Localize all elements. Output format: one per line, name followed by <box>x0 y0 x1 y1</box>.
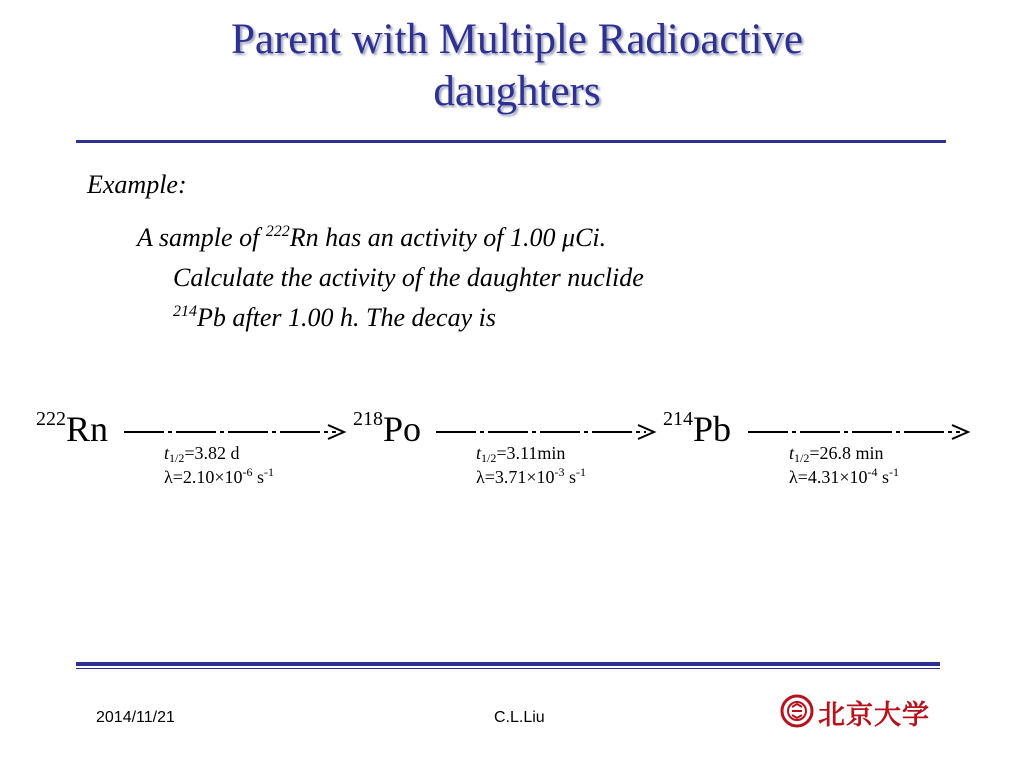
half-subscript: 1/2 <box>481 451 497 465</box>
nuclide-symbol: Rn <box>66 409 109 449</box>
lambda-value: λ=3.71×10 <box>476 467 555 487</box>
problem-l3-post: Pb after 1.00 h. The decay is <box>197 303 496 332</box>
footer-author: C.L.Liu <box>494 709 545 726</box>
footer-divider-thick <box>76 662 940 666</box>
lambda-unit: s <box>564 467 577 487</box>
nuclide-mass: 222 <box>36 408 66 430</box>
t-symbol: t <box>789 443 795 463</box>
problem-l1-post: Rn has an activity of 1.00 μCi. <box>289 223 607 252</box>
pb-decay-constant <box>789 465 899 489</box>
nuclide-po-218 <box>353 408 421 450</box>
pb-half-life <box>789 441 899 465</box>
half-subscript: 1/2 <box>169 451 185 465</box>
lambda-exponent: -4 <box>867 465 878 479</box>
nuclide-mass: 218 <box>353 408 383 430</box>
example-label: Example: <box>87 170 187 199</box>
problem-line-1 <box>137 218 817 258</box>
footer-divider-thin <box>76 668 940 669</box>
t-symbol: t <box>476 443 482 463</box>
pb-decay-params <box>789 441 899 489</box>
nuclide-rn-222 <box>36 408 108 450</box>
university-seal-icon <box>780 694 814 728</box>
nuclide-symbol: Po <box>383 409 422 449</box>
decay-arrow-1 <box>124 421 350 443</box>
half-life-value: =26.8 min <box>809 443 884 463</box>
title-line-2: daughters <box>433 68 601 115</box>
problem-line-2: Calculate the activity of the daughter nuclide <box>173 263 644 292</box>
unit-exponent: -1 <box>576 465 587 479</box>
slide-title <box>60 14 974 118</box>
rn-half-life <box>164 441 274 465</box>
half-subscript: 1/2 <box>794 451 810 465</box>
university-name: 北京大学 <box>818 700 930 731</box>
rn-mass-number: 222 <box>265 223 290 240</box>
title-line-1: Parent with Multiple Radioactive <box>230 16 804 63</box>
problem-line-3 <box>137 298 817 338</box>
footer-date: 2014/11/21 <box>96 709 175 726</box>
problem-l1-pre: A sample of <box>137 223 266 252</box>
lambda-exponent: -3 <box>554 465 565 479</box>
rn-decay-params <box>164 441 274 489</box>
t-symbol: t <box>164 443 170 463</box>
lambda-value: λ=4.31×10 <box>789 467 868 487</box>
rn-decay-constant <box>164 465 274 489</box>
title-divider <box>76 140 946 143</box>
unit-exponent: -1 <box>264 465 275 479</box>
lambda-exponent: -6 <box>242 465 253 479</box>
nuclide-symbol: Pb <box>693 409 732 449</box>
lambda-unit: s <box>252 467 265 487</box>
university-logo <box>780 690 944 734</box>
po-decay-constant <box>476 465 586 489</box>
half-life-value: =3.82 d <box>184 443 240 463</box>
nuclide-pb-214 <box>663 408 731 450</box>
pb-mass-number: 214 <box>173 303 197 320</box>
decay-arrow-2 <box>436 421 660 443</box>
lambda-value: λ=2.10×10 <box>164 467 243 487</box>
decay-arrow-3 <box>748 421 974 443</box>
lambda-unit: s <box>877 467 890 487</box>
po-half-life <box>476 441 586 465</box>
po-decay-params <box>476 441 586 489</box>
unit-exponent: -1 <box>889 465 900 479</box>
nuclide-mass: 214 <box>663 408 693 430</box>
problem-text <box>137 218 817 338</box>
half-life-value: =3.11min <box>496 443 566 463</box>
